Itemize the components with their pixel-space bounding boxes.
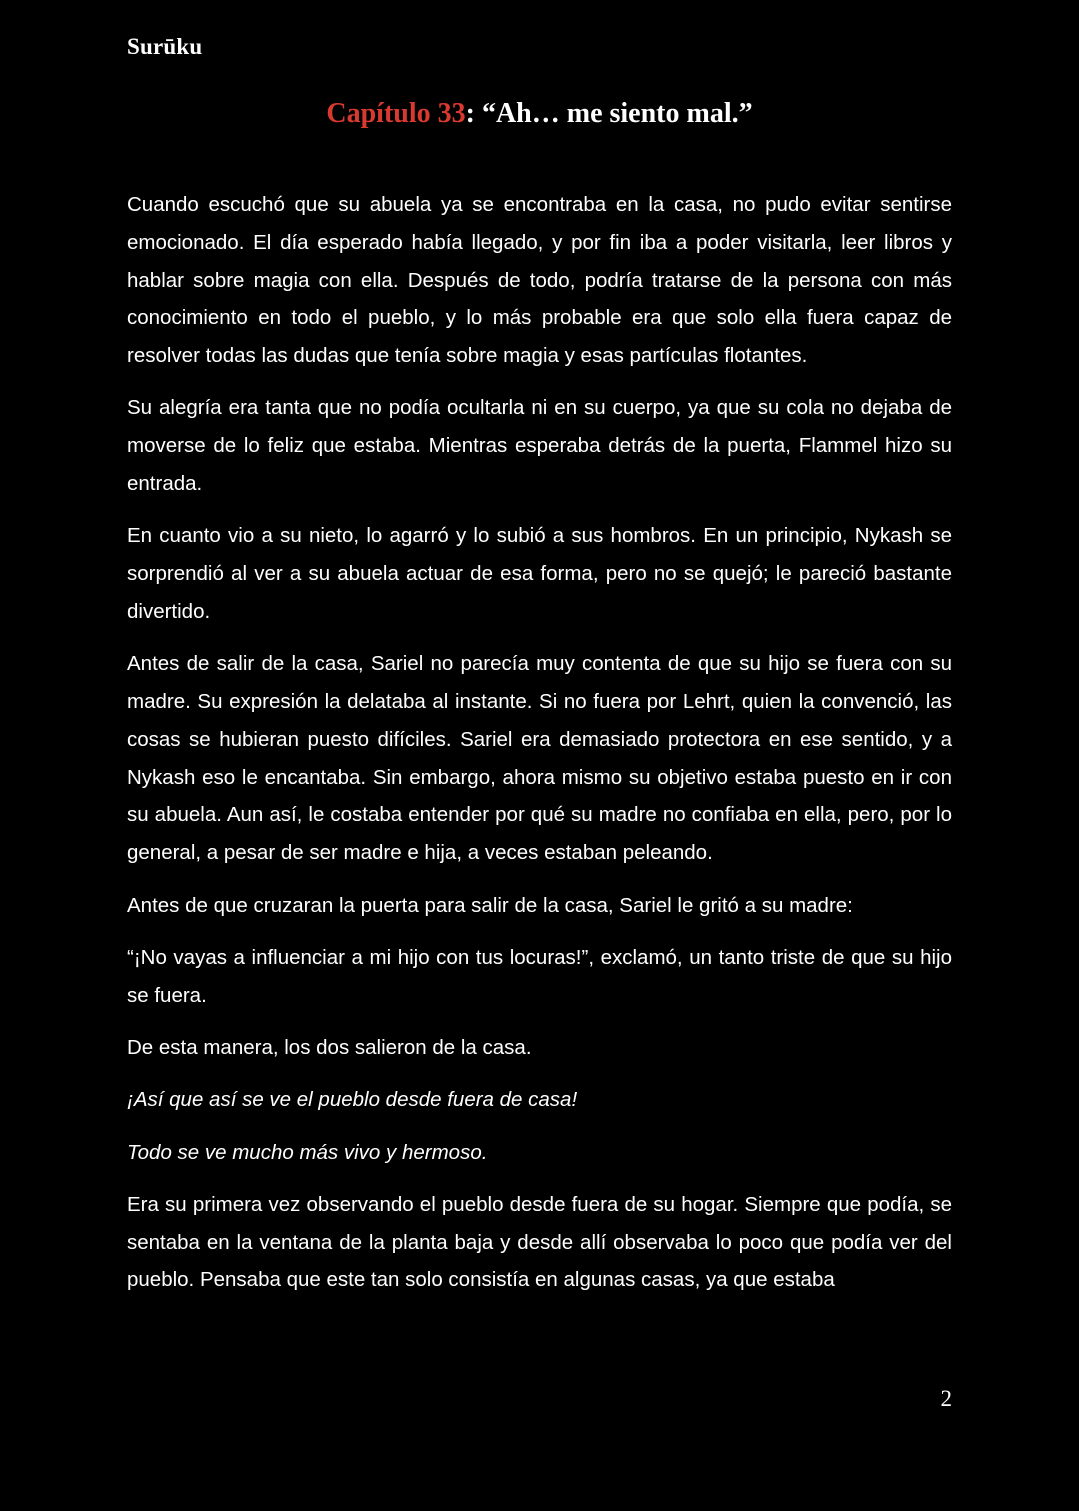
paragraph: “¡No vayas a influenciar a mi hijo con tus locuras!”, exclamó, un tanto triste de que su hijo se fuera.	[127, 945, 952, 1007]
chapter-heading	[0, 98, 1079, 130]
chapter-number: Capítulo 33	[326, 98, 466, 129]
paragraph: Era su primera vez observando el pueblo desde fuera de su hogar. Siempre que podía, se sentaba en la ventana de la planta baja y desde allí observaba lo poco que podía ver del pueblo. Pensaba que este tan solo consistía en algunas casas, ya que estaba	[127, 1192, 952, 1292]
paragraph: Su alegría era tanta que no podía ocultarla ni en su cuerpo, ya que su cola no dejaba de moverse de lo feliz que estaba. Mientras esperaba detrás de la puerta, Flammel hizo su entrada.	[127, 396, 952, 496]
paragraph: Cuando escuchó que su abuela ya se encontraba en la casa, no pudo evitar sentirse emocionado. El día esperado había llegado, y por fin iba a poder visitarla, leer libros y hablar sobre magia con ella. Después de todo, podría tratarse de la persona con más conocimiento en todo el pueblo, y lo más probable era que solo ella fuera capaz de resolver todas las dudas que tenía sobre magia y esas partículas flotantes.	[127, 193, 952, 368]
paragraph: Antes de salir de la casa, Sariel no parecía muy contenta de que su hijo se fuera con su madre. Su expresión la delataba al instante. Si no fuera por Lehrt, quien la convenció, las cosas se hubieran puesto difíciles. Sariel era demasiado protectora en ese sentido, y a Nykash eso le encantaba. Sin embargo, ahora mismo su objetivo estaba puesto en ir con su abuela. Aun así, le costaba entender por qué su madre no confiaba en ella, pero, por lo general, a pesar de ser madre e hija, a veces estaban peleando.	[127, 652, 952, 865]
paragraph: Antes de que cruzaran la puerta para salir de la casa, Sariel le gritó a su madre:	[127, 893, 853, 917]
chapter-separator: :	[465, 98, 475, 129]
italic-thought: Todo se ve mucho más vivo y hermoso.	[127, 1140, 488, 1164]
paragraph: En cuanto vio a su nieto, lo agarró y lo subió a sus hombros. En un principio, Nykash se sorprendió al ver a su abuela actuar de esa forma, pero no se quejó; le pareció bastante divertido.	[127, 524, 952, 623]
paragraph: De esta manera, los dos salieron de la casa.	[127, 1035, 532, 1059]
body-text	[127, 186, 952, 1314]
page-number: 2	[940, 1386, 952, 1411]
book-title-header: Surūku	[127, 34, 203, 59]
chapter-title: “Ah… me siento mal.”	[481, 98, 753, 129]
italic-thought: ¡Así que así se ve el pueblo desde fuera de casa!	[127, 1088, 578, 1112]
